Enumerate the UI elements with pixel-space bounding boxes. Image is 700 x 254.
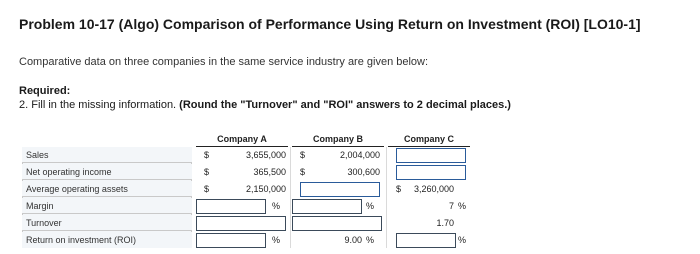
sales-company-a: 3,655,000: [245, 150, 286, 160]
margin-company-a-input[interactable]: [196, 199, 266, 214]
row-label-average-operating-assets: Average operating assets: [22, 181, 192, 197]
noi-a-currency: $: [204, 167, 210, 177]
required-label: Required:: [19, 85, 71, 97]
row-label-margin: Margin: [22, 198, 192, 214]
margin-company-c: 7: [448, 201, 454, 211]
instruction-text: [19, 99, 511, 111]
sales-company-c-input[interactable]: [396, 148, 466, 163]
turnover-company-b-input[interactable]: [292, 216, 382, 231]
roi-company-b: 9.00: [344, 235, 362, 245]
row-label-net-operating-income: Net operating income: [22, 164, 192, 180]
sales-b-currency: $: [300, 150, 306, 160]
roi-company-c-input[interactable]: [396, 233, 456, 248]
assets-company-c: 3,260,000: [413, 184, 454, 194]
noi-company-c-input[interactable]: [396, 165, 466, 180]
roi-a-unit: %: [272, 235, 281, 245]
margin-c-unit: %: [458, 201, 467, 211]
noi-company-b: 300,600: [347, 167, 380, 177]
margin-a-unit: %: [272, 201, 281, 211]
intro-text: Comparative data on three companies in the same service industry are given below:: [19, 56, 429, 68]
comparison-table: [22, 130, 470, 248]
turnover-company-a-input[interactable]: [196, 216, 286, 231]
assets-a-currency: $: [204, 184, 210, 194]
page-title: Problem 10-17 (Algo) Comparison of Performance Using Return on Investment (ROI) [LO10-1]: [19, 16, 641, 32]
turnover-company-c: 1.70: [436, 218, 454, 228]
margin-company-b-input[interactable]: [292, 199, 362, 214]
roi-b-unit: %: [366, 235, 375, 245]
row-label-sales: Sales: [22, 147, 192, 163]
sales-company-b: 2,004,000: [339, 150, 380, 160]
roi-c-unit: %: [458, 235, 467, 245]
margin-b-unit: %: [366, 201, 375, 211]
column-header-company-a: Company A: [196, 132, 288, 147]
sales-a-currency: $: [204, 150, 210, 160]
roi-company-a-input[interactable]: [196, 233, 266, 248]
instruction-rounding-note: (Round the "Turnover" and "ROI" answers to 2 decimal places.): [179, 99, 511, 111]
noi-b-currency: $: [300, 167, 306, 177]
assets-company-a: 2,150,000: [245, 184, 286, 194]
assets-company-b-input[interactable]: [300, 182, 380, 197]
row-label-roi: Return on investment (ROI): [22, 232, 192, 248]
column-divider: [290, 147, 291, 248]
assets-c-currency: $: [396, 184, 402, 194]
column-divider: [386, 147, 387, 248]
instruction-prefix: 2. Fill in the missing information.: [19, 99, 180, 111]
row-label-turnover: Turnover: [22, 215, 192, 231]
column-header-company-c: Company C: [388, 132, 470, 147]
column-header-company-b: Company B: [292, 132, 384, 147]
noi-company-a: 365,500: [253, 167, 286, 177]
